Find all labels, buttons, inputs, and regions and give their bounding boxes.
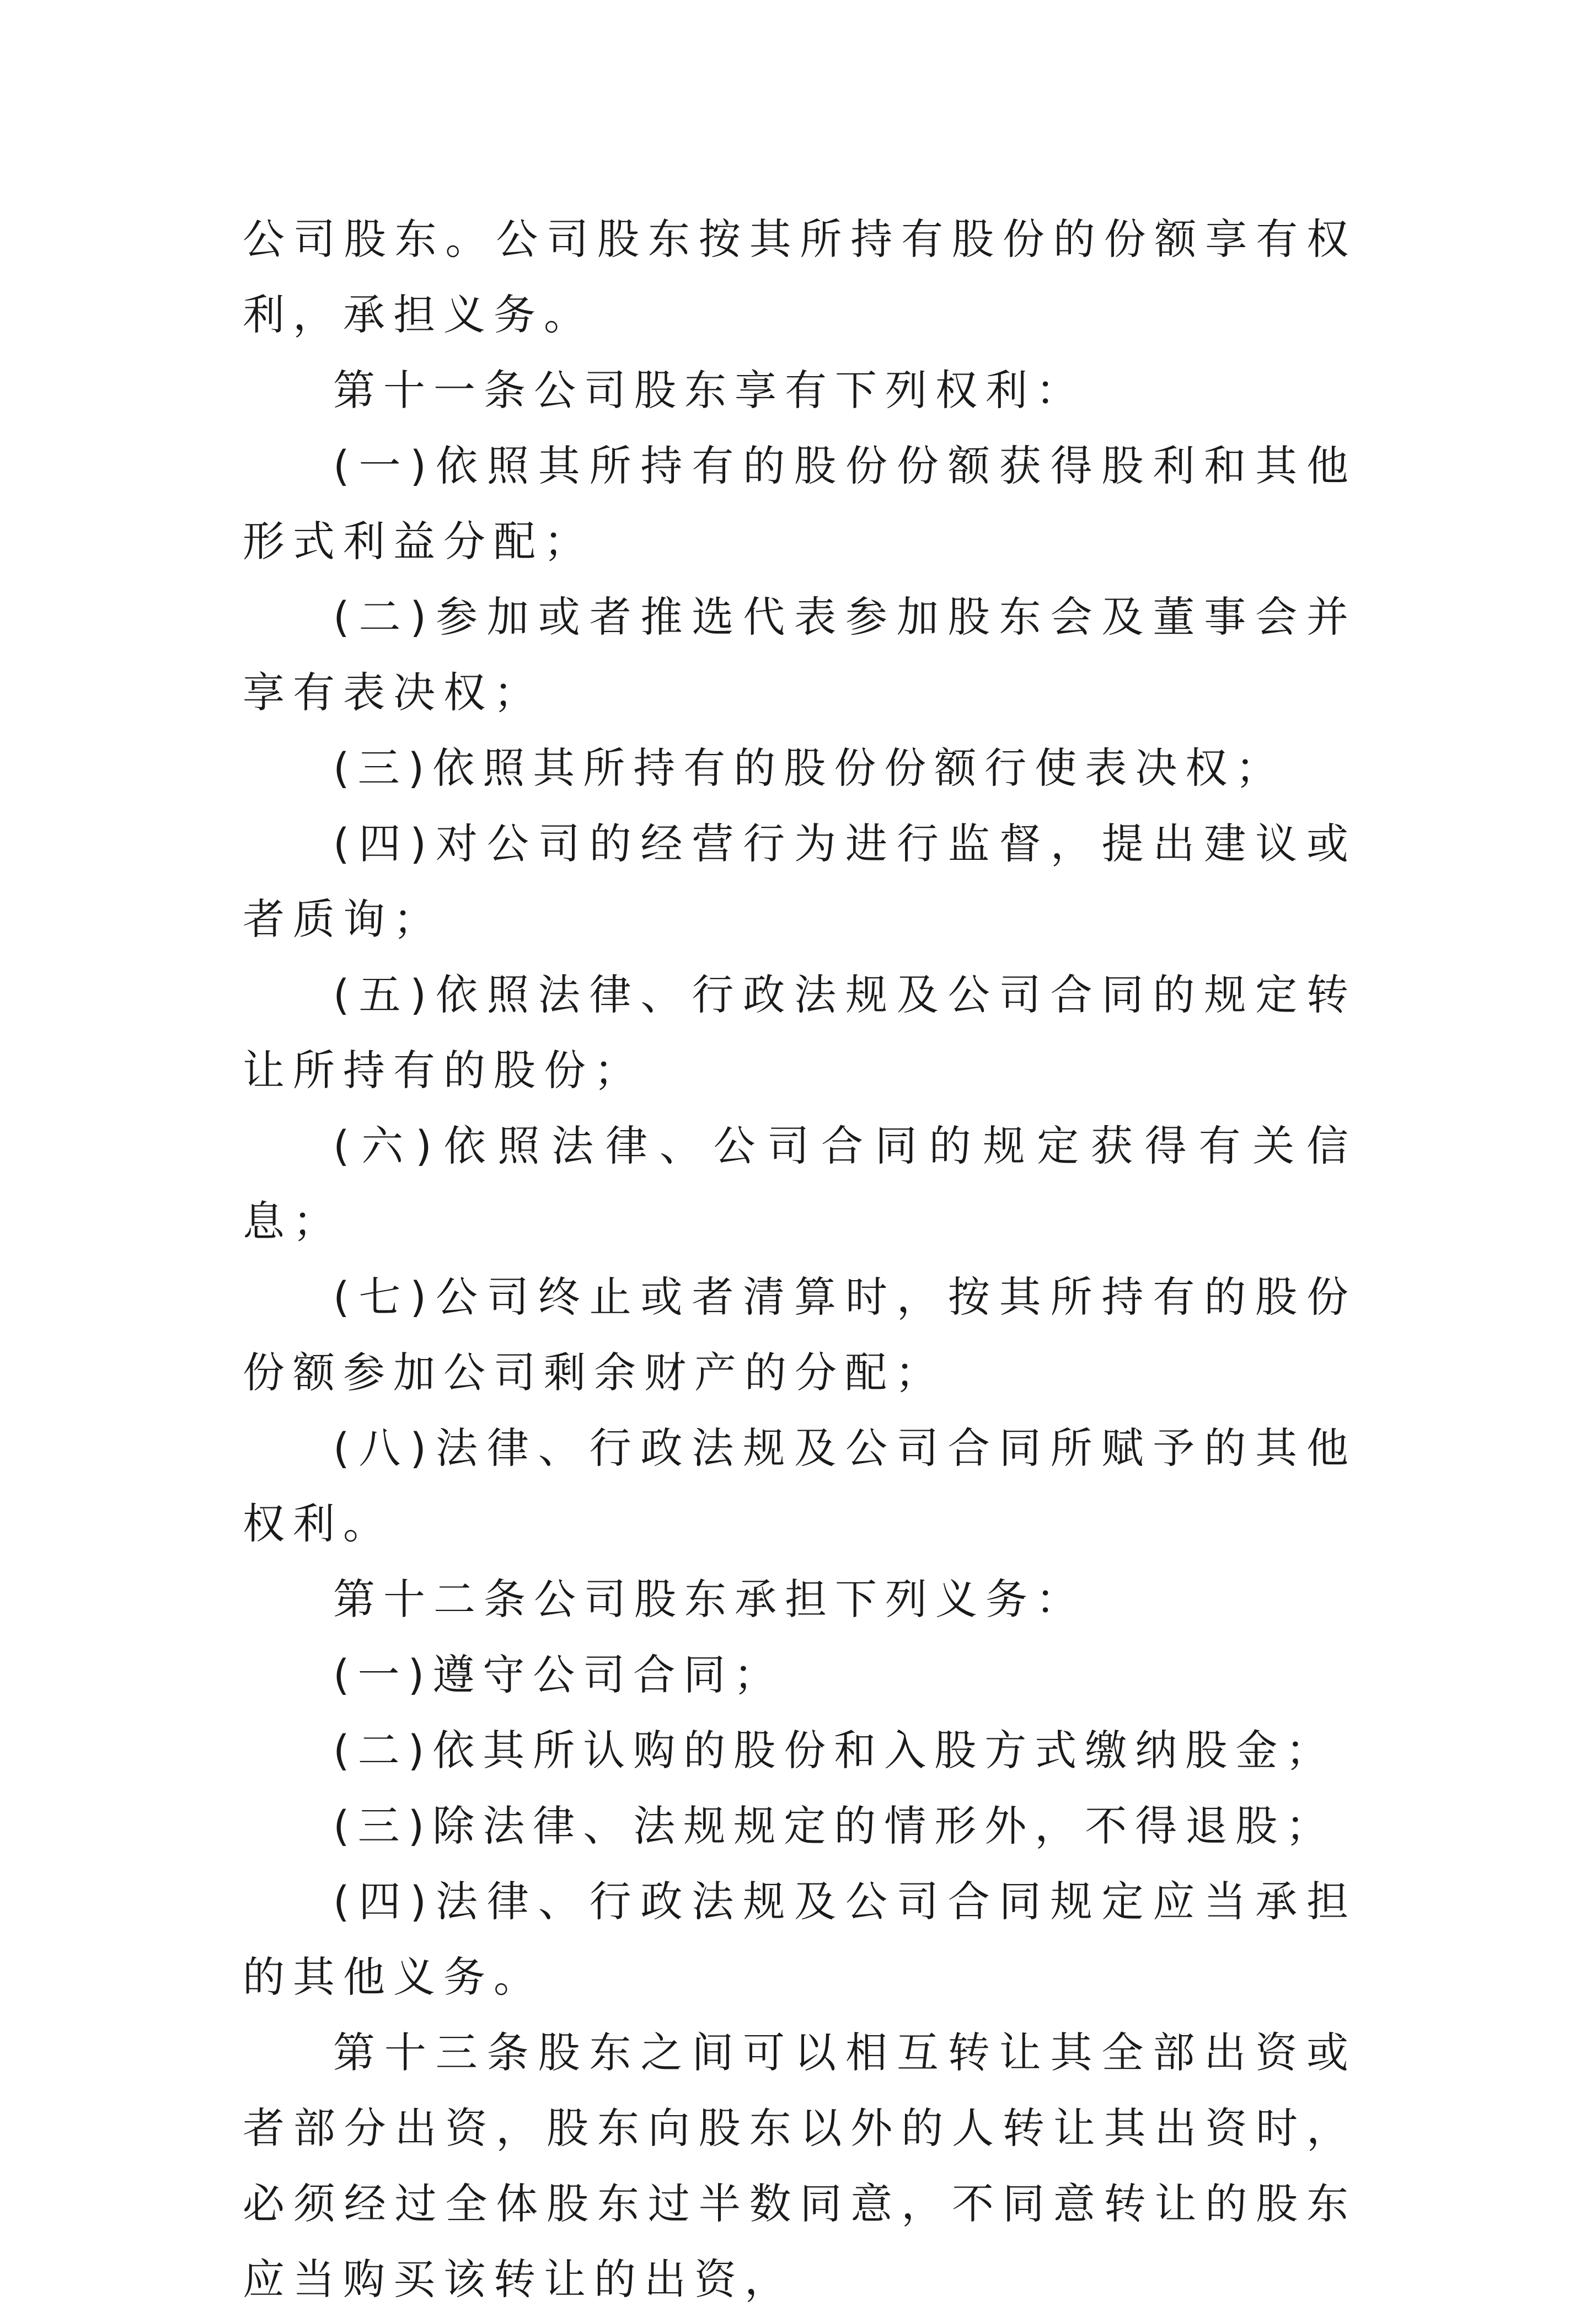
article-13-text: 第十三条股东之间可以相互转让其全部出资或者部分出资，股东向股东以外的人转让其出资时，必须经过全体股东过半数同意，不同意转让的股东应当购买该转让的出资，	[243, 2028, 1357, 2304]
article-12-item-4: (四)法律、行政法规及公司合同规定应当承担的其他义务。	[243, 1877, 1357, 2002]
article-11-item-3: (三)依照其所持有的股份份额行使表决权；	[333, 743, 1286, 793]
article-12-item-1: (一)遵守公司合同；	[333, 1650, 784, 1699]
article-11-item-6: (六)依照法律、公司合同的规定获得有关信息；	[243, 1121, 1357, 1246]
article-11-item-8: (八)法律、行政法规及公司合同所赋予的其他权利。	[243, 1424, 1357, 1548]
article-12-item-2: (二)依其所认购的股份和入股方式缴纳股金；	[333, 1726, 1336, 1775]
article-12-item-3: (三)除法律、法规规定的情形外，不得退股；	[333, 1801, 1336, 1850]
document-body	[243, 201, 1357, 2317]
article-11-heading: 第十一条公司股东享有下列权利：	[333, 366, 1086, 415]
article-11-item-7: (七)公司终止或者清算时，按其所持有的股份份额参加公司剩余财产的分配；	[243, 1272, 1357, 1397]
article-12-heading: 第十二条公司股东承担下列义务：	[333, 1575, 1086, 1624]
paragraph-continuation: 公司股东。公司股东按其所持有股份的份额享有权利，承担义务。	[243, 215, 1357, 339]
article-11-item-5: (五)依照法律、行政法规及公司合同的规定转让所持有的股份；	[243, 970, 1357, 1095]
article-11-item-2: (二)参加或者推选代表参加股东会及董事会并享有表决权；	[243, 592, 1357, 717]
article-11-item-4: (四)对公司的经营行为进行监督，提出建议或者质询；	[243, 819, 1357, 944]
article-11-item-1: (一)依照其所持有的股份份额获得股利和其他形式利益分配；	[243, 441, 1357, 566]
